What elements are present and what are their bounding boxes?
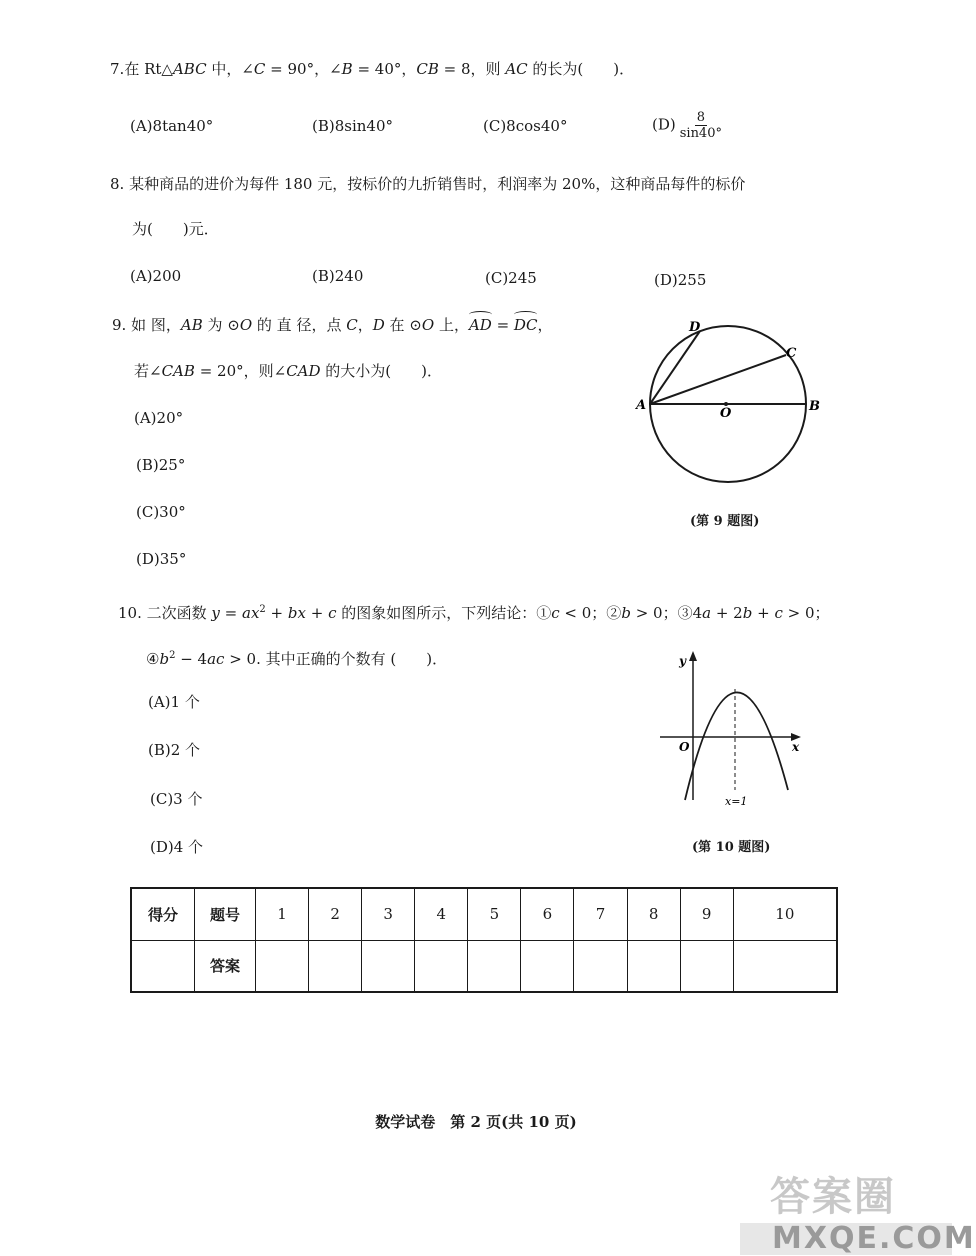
score-label-cell: 得分 (131, 888, 195, 940)
stem-text: + (752, 604, 775, 622)
stem-text: > 0； (782, 604, 830, 622)
q9-option-a: (A)20° (134, 409, 184, 427)
table-row (131, 940, 837, 992)
q10-option-a: (A)1 个 (148, 693, 200, 711)
question-9-stem-line2 (134, 361, 442, 381)
stem-text: = 40°， (352, 60, 417, 78)
stem-text: ， (537, 316, 553, 334)
variable: c (328, 604, 337, 622)
q7-option-a: (A)8tan40° (130, 117, 214, 135)
question-number-cell: 8 (627, 888, 680, 940)
q9-figure-caption: (第 9 题图) (690, 514, 760, 529)
question-number-cell: 3 (362, 888, 415, 940)
arc-ad: AD (468, 316, 492, 334)
label-x: x (792, 740, 800, 754)
variable: CB (416, 60, 439, 78)
label-y: y (679, 654, 686, 668)
stem-text: = 20°，则∠ (194, 362, 287, 380)
y-axis-arrow (689, 651, 697, 661)
variable: b (621, 604, 631, 622)
answer-cell[interactable] (733, 940, 837, 992)
variable: b (159, 650, 170, 668)
question-number-cell: 4 (415, 888, 468, 940)
chord-ad (650, 331, 700, 404)
stem-text: 中，∠ (206, 60, 254, 78)
q10-figure-caption: (第 10 题图) (692, 840, 771, 855)
q9-option-d: (D)35° (136, 550, 187, 568)
superscript: 2 (259, 604, 266, 615)
answer-cell[interactable] (362, 940, 415, 992)
variable: AB (180, 316, 203, 334)
question-number-cell: 9 (680, 888, 733, 940)
q7-option-c: (C)8cos40° (483, 117, 568, 135)
q10-parabola-figure (655, 645, 815, 810)
parabola-curve (685, 692, 788, 800)
variable: B (341, 60, 353, 78)
stem-text: > 0. 其中正确的个数有 ( )． (224, 650, 448, 668)
table-row (131, 888, 837, 940)
stem-text: + 2 (711, 604, 743, 622)
stem-text: ， (357, 316, 373, 334)
label-d: D (689, 320, 701, 335)
stem-text: 的大小为( )． (320, 362, 443, 380)
question-number-cell: 1 (256, 888, 309, 940)
variable: ABC (172, 60, 207, 78)
number-label-cell: 题号 (195, 888, 256, 940)
answer-cell[interactable] (415, 940, 468, 992)
variable: c (774, 604, 783, 622)
variable: a (702, 604, 712, 622)
variable: AC (505, 60, 528, 78)
score-cell[interactable] (131, 940, 195, 992)
q8-option-c: (C)245 (485, 269, 537, 287)
label-axis-of-symmetry: x=1 (725, 795, 748, 808)
question-number-cell: 7 (574, 888, 627, 940)
stem-text: > 0；③4 (630, 604, 703, 622)
question-number: 10. (118, 604, 142, 622)
variable: c (551, 604, 560, 622)
stem-text: + (265, 604, 288, 622)
stem-text: 的图象如图所示，下列结论：① (336, 604, 552, 622)
question-number-cell: 5 (468, 888, 521, 940)
arc-dc: DC (513, 316, 538, 334)
question-number-cell: 2 (309, 888, 362, 940)
stem-text: − 4 (175, 650, 208, 668)
q9-option-c: (C)30° (136, 503, 186, 521)
question-number: 9. (112, 316, 127, 334)
stem-text: 在 Rt△ (124, 60, 173, 78)
stem-text: + (305, 604, 329, 622)
q9-circle-figure (630, 310, 840, 490)
label-o: O (679, 740, 690, 754)
question-10-stem-line1 (118, 600, 830, 623)
answer-label-cell: 答案 (195, 940, 256, 992)
watermark-url-text: MXQE.COM (772, 1221, 976, 1256)
question-number-cell: 10 (733, 888, 837, 940)
watermark (740, 1165, 976, 1256)
variable: C (253, 60, 266, 78)
label-o: O (720, 406, 732, 421)
variable: bx (287, 604, 306, 622)
variable: O (421, 316, 435, 334)
q10-option-b: (B)2 个 (148, 741, 201, 759)
question-7-stem (110, 59, 634, 79)
q9-option-b: (B)25° (136, 456, 186, 474)
chord-ac (650, 355, 786, 404)
watermark-logo-text: 答案圈 (770, 1174, 896, 1220)
question-10-stem-line2 (146, 646, 447, 669)
answer-cell[interactable] (574, 940, 627, 992)
q10-option-d: (D)4 个 (150, 838, 204, 856)
fraction-numerator: 8 (696, 110, 705, 125)
q8-option-a: (A)200 (130, 267, 182, 285)
stem-text: 上， (434, 316, 469, 334)
q8-option-d: (D)255 (654, 271, 707, 289)
stem-text: < 0；② (559, 604, 622, 622)
answer-cell[interactable] (627, 940, 680, 992)
stem-text: 为 ⊙ (202, 316, 240, 334)
answer-table (130, 887, 838, 993)
stem-text: 若∠ (134, 362, 162, 380)
variable: O (239, 316, 253, 334)
fraction-denominator: sin40° (679, 126, 722, 141)
stem-text: 二次函数 (141, 604, 212, 622)
q7-option-b: (B)8sin40° (312, 117, 394, 135)
stem-text: 在 ⊙ (384, 316, 422, 334)
stem-text: 的长为( )． (527, 60, 635, 78)
question-8-stem-line2: 为( )元． (132, 220, 219, 238)
question-9-stem-line1 (112, 315, 552, 335)
stem-text: ④ (146, 650, 160, 668)
stem-text: = 90°，∠ (265, 60, 342, 78)
stem-text: 如 图， (126, 316, 181, 334)
page-footer: 数学试卷 第 2 页(共 10 页) (375, 1113, 577, 1131)
answer-cell[interactable] (680, 940, 733, 992)
answer-cell[interactable] (309, 940, 362, 992)
stem-text: 的 直 径，点 (252, 316, 347, 334)
q10-option-c: (C)3 个 (150, 790, 203, 808)
question-number: 7. (110, 60, 125, 78)
stem-text: = (219, 604, 242, 622)
variable: b (742, 604, 753, 622)
label-b: B (809, 399, 820, 414)
variable: D (372, 316, 385, 334)
variable: CAB (161, 362, 195, 380)
superscript: 2 (169, 650, 176, 661)
answer-cell[interactable] (468, 940, 521, 992)
stem-text: = 8，则 (438, 60, 506, 78)
q7-option-d (652, 110, 724, 141)
label-c: C (786, 346, 797, 361)
question-number-cell: 6 (521, 888, 574, 940)
variable: CAD (286, 362, 321, 380)
label-a: A (636, 398, 647, 413)
question-8-stem-line1: 8. 某种商品的进价为每件 180 元，按标价的九折销售时，利润率为 20%，这种商品每件的标价 (110, 175, 746, 193)
variable: ax (242, 604, 260, 622)
q8-option-b: (B)240 (312, 267, 364, 285)
variable: y (211, 604, 220, 622)
fraction (678, 110, 724, 141)
stem-text: = (491, 316, 514, 334)
answer-cell[interactable] (521, 940, 574, 992)
variable: ac (207, 650, 225, 668)
option-label: (D) (652, 115, 676, 134)
answer-cell[interactable] (256, 940, 309, 992)
variable: C (346, 316, 358, 334)
